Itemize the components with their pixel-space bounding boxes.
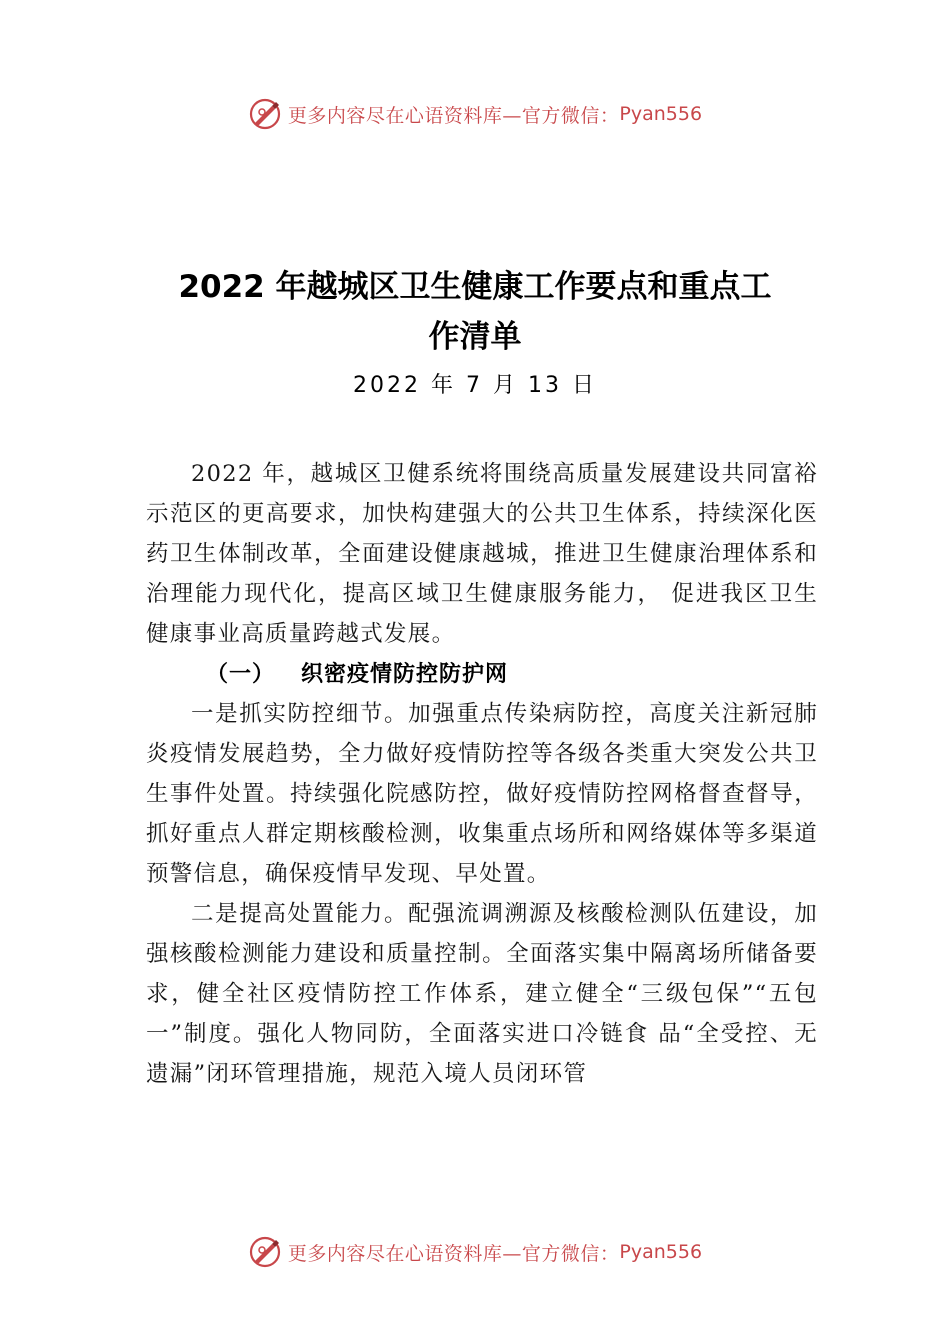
body-paragraph-2: 二是提高处置能力。配强流调溯源及核酸检测队伍建设，加强核酸检测能力建设和质量控制。全面落实集中隔离场所储备要求，健全社区疫情防控工作体系，建立健全“三级包保”“五包一”制度。强化人物同防，全面落实进口冷链食 品“全受控、无遗漏”闭环管理措施，规范入境人员闭环管 [146,901,818,1087]
intro-paragraph: 2022 年，越城区卫健系统将围绕高质量发展建设共同富裕示范区的更高要求，加快构建强大的公共卫生体系，持续深化医药卫生体制改革，全面建设健康越城，推进卫生健康治理体系和治理能力现代化，提高区域卫生健康服务能力， 促进我区卫生健康事业高质量跨越式发展。 [146,461,818,647]
watermark-text: 更多内容尽在心语资料库—官方微信： [287,1242,620,1265]
pen-logo-icon [248,97,282,131]
pen-logo-icon [248,1235,282,1269]
document-body [146,454,818,1094]
watermark-header [0,94,950,134]
document-date: 2022 年 7 月 13 日 [353,373,597,398]
watermark-footer [0,1232,950,1272]
section-title: 织密疫情防控防护网 [301,661,509,687]
title-line-2: 作清单 [428,319,522,355]
section-heading [146,654,818,694]
section-number: （一） [206,661,276,687]
document-title [120,262,830,362]
title-line-1: 2022 年越城区卫生健康工作要点和重点工 [178,269,772,305]
watermark-wechat-id: Pyan556 [619,1241,703,1263]
watermark-wechat-id: Pyan556 [619,103,703,125]
watermark-text: 更多内容尽在心语资料库—官方微信： [287,104,620,127]
body-paragraph-1: 一是抓实防控细节。加强重点传染病防控，高度关注新冠肺炎疫情发展趋势，全力做好疫情防控等各级各类重大突发公共卫生事件处置。持续强化院感防控，做好疫情防控网格督查督导，抓好重点人群定期核酸检测，收集重点场所和网络媒体等多渠道预警信息，确保疫情早发现、早处置。 [146,701,818,887]
